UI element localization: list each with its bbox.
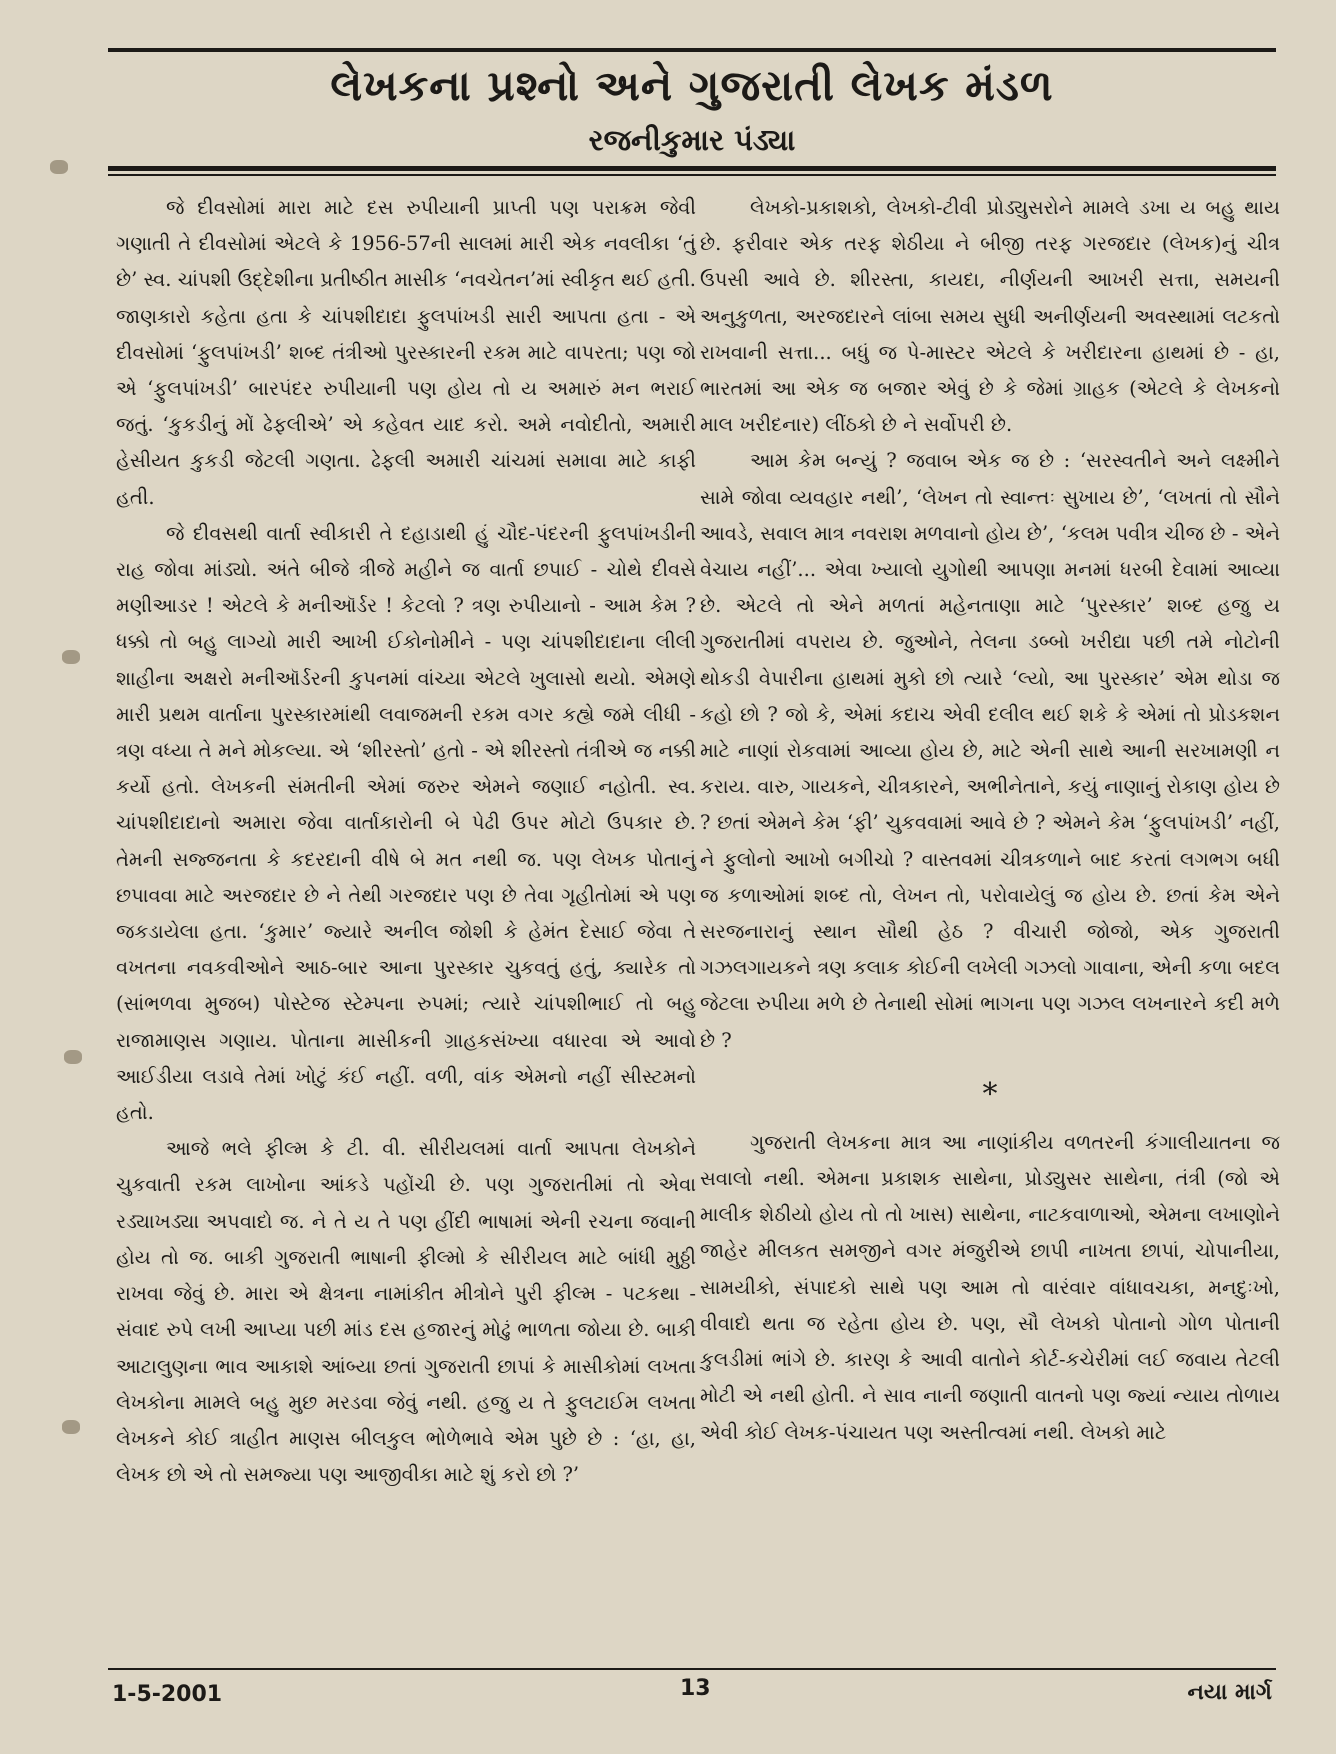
paragraph: લેખકો-પ્રકાશકો, લેખકો-ટીવી પ્રોડ્યુસરોને મામલે ડખા ય બહુ થાય છે. ફરીવાર એક તરફ શેઠીયા ને બીજી તરફ ગરજદાર (લેખક)નું ચીત્ર ઉપસી આવે છે. શીરસ્તા, કાયદા, નીર્ણયની આખરી સત્તા, સમયની અનુકુળતા, અરજદારને લાંબા સમય સુધી અનીર્ણયની અવસ્થામાં લટકતો રાખવાની સત્તા... બધું જ પે-માસ્ટર એટલે કે ખરીદારના હાથમાં છે - હા, ભારતમાં આ એક જ બજાર એવું છે કે જેમાં ગ્રાહક (એટલે કે લેખકનો માલ ખરીદનાર) લીંઠકો છે ને સર્વોપરી છે. — [700, 196, 1280, 437]
binding-mark — [62, 650, 80, 664]
binding-mark — [62, 1420, 80, 1434]
binding-mark — [50, 160, 68, 174]
section-divider: * — [982, 1076, 998, 1112]
issue-date: 1-5-2001 — [112, 1682, 223, 1707]
title-rule-thin — [108, 174, 1276, 176]
article-author: રજનીકુમાર પંડ્યા — [588, 123, 796, 157]
paragraph: આમ કેમ બન્યું ? જવાબ એક જ છે : ‘સરસ્વતીને અને લક્ષ્મીને સામે જોવા વ્યવહાર નથી’, ‘લેખન તો સ્વાન્તઃ સુખાય છે’, ‘લખતાં તો સૌને આવડે, સવાલ માત્ર નવરાશ મળવાનો હોય છે’, ‘કલમ પવીત્ર ચીજ છે - એને વેચાય નહીં’... એવા ખ્યાલો યુગોથી આપણા મનમાં ધરબી દેવામાં આવ્યા છે. એટલે તો એને મળતાં મહેનતાણા માટે ‘પુરસ્કાર’ શબ્દ હજુ ય ગુજરાતીમાં વપરાય છે. જુઓને, તેલના ડબ્બો ખરીદ્યા પછી તમે નોટોની થોકડી વેપારીના હાથમાં મુકો છો ત્યારે ‘લ્યો, આ પુરસ્કાર’ એમ થોડા જ કહો છો ? જો કે, એમાં કદાચ એવી દલીલ થઈ શકે કે એમાં તો પ્રોડકશન માટે નાણાં રોકવામાં આવ્યા હોય છે, માટે એની સાથે આની સરખામણી ન કરાય. વારુ, ગાયકને, ચીત્રકારને, અભીનેતાને, કયું નાણાનું રોકાણ હોય છે ? છતાં એમને કેમ ‘ફી’ ચુકવવામાં આવે છે ? એમને કેમ ‘ફુલપાંખડી’ નહીં, ને ફુલોનો આખો બગીચો ? વાસ્તવમાં ચીત્રકળાને બાદ કરતાં લગભગ બધી જ કળાઓમાં શબ્દ તો, લેખન તો, પરોવાયેલું જ હોય છે. છતાં કેમ એને સરજનારાનું સ્થાન સૌથી હેઠ ? વીચારી જોજો, એક ગુજરાતી ગઝલગાયકને ત્રણ કલાક કોઈની લખેલી ગઝલો ગાવાના, એની કળા બદલ જેટલા રુપીયા મળે છે તેનાથી સોમાં ભાગના પણ ગઝલ લખનારને કદી મળે છે ? — [700, 449, 1280, 1052]
page-number: 13 — [680, 1676, 711, 1701]
footer-rule — [108, 1668, 1276, 1670]
right-column — [700, 190, 1280, 1451]
paragraph: આજે ભલે ફીલ્મ કે ટી. વી. સીરીયલમાં વાર્તા આપતા લેખકોને ચુકવાતી રકમ લાખોના આંકડે પહોંચી છે. પણ ગુજરાતીમાં તો એવા રડ્યાખડ્યા અપવાદો જ. ને તે ય તે પણ હીંદી ભાષામાં એની રચના જવાની હોય તો જ. બાકી ગુજરાતી ભાષાની ફીલ્મો કે સીરીયલ માટે બાંધી મુઠ્ઠી રાખવા જેવું છે. મારા એ ક્ષેત્રના નામાંકીત મીત્રોને પુરી ફીલ્મ - પટકથા - સંવાદ રુપે લખી આપ્યા પછી માંડ દસ હજારનું મોઢું ભાળતા જોયા છે. બાકી આટાલુણના ભાવ આકાશે આંબ્યા છતાં ગુજરાતી છાપાં કે માસીકોમાં લખતા લેખકોના મામલે બહુ મુછ મરડવા જેવું નથી. હજુ ય તે ફુલટાઈમ લખતા લેખકને કોઈ ત્રાહીત માણસ બીલકુલ ભોળેભાવે એમ પુછે છે : ‘હા, હા, લેખક છો એ તો સમજ્યા પણ આજીવીકા માટે શું કરો છો ?’ — [116, 1137, 696, 1487]
header-rule — [108, 48, 1276, 52]
paragraph: જે દીવસોમાં મારા માટે દસ રુપીયાની પ્રાપ્તી પણ પરાક્રમ જેવી ગણાતી તે દીવસોમાં એટલે કે 1956-57ની સાલમાં મારી એક નવલીકા ‘તું છે’ સ્વ. ચાંપશી ઉદ્દેશીના પ્રતીષ્ઠીત માસીક ‘નવચેતન’માં સ્વીકૃત થઈ હતી. જાણકારો કહેતા હતા કે ચાંપશીદાદા ફુલપાંખડી સારી આપતા હતા - એ દીવસોમાં ‘ફુલપાંખડી’ શબ્દ તંત્રીઓ પુરસ્કારની રકમ માટે વાપરતા; પણ જો એ ‘ફુલપાંખડી’ બારપંદર રુપીયાની પણ હોય તો ય અમારું મન ભરાઈ જતું. ‘કુકડીનું મોં ઢેફલીએ’ એ કહેવત યાદ કરો. અમે નવોદીતો, અમારી હેસીયત કુકડી જેટલી ગણતા. ઢેફલી અમારી ચાંચમાં સમાવા માટે કાફી હતી. — [116, 196, 696, 509]
magazine-name: નયા માર્ગ — [1187, 1680, 1272, 1705]
article-title: લેખકના પ્રશ્નો અને ગુજરાતી લેખક મંડળ — [330, 61, 1054, 110]
title-rule-thick — [108, 166, 1276, 171]
left-column — [116, 190, 696, 1493]
binding-mark — [64, 1050, 82, 1064]
paragraph: જે દીવસથી વાર્તા સ્વીકારી તે દહાડાથી હું ચૌદ-પંદરની ફુલપાંખડીની રાહ જોવા માંડ્યો. અંતે બીજે ત્રીજે મહીને જ વાર્તા છપાઈ - ચોથે દીવસે મણીઆડર ! એટલે કે મનીઑર્ડર ! કેટલો ? ત્રણ રુપીયાનો - આમ કેમ ? ધક્કો તો બહુ લાગ્યો મારી આખી ઈકોનોમીને - પણ ચાંપશીદાદાના લીલી શાહીના અક્ષરો મનીઑર્ડરની કુપનમાં વાંચ્યા એટલે ખુલાસો થયો. એમણે મારી પ્રથમ વાર્તાના પુરસ્કારમાંથી લવાજમની રકમ વગર કહ્યે જમે લીધી - ત્રણ વધ્યા તે મને મોકલ્યા. એ ‘શીરસ્તો’ હતો - એ શીરસ્તો તંત્રીએ જ નક્કી કર્યો હતો. લેખકની સંમતીની એમાં જરુર એમને જણાઈ નહોતી. સ્વ. ચાંપશીદાદાનો અમારા જેવા વાર્તાકારોની બે પેઢી ઉપર મોટો ઉપકાર છે. તેમની સજ્જનતા કે કદરદાની વીષે બે મત નથી જ. પણ લેખક પોતાનું છપાવવા માટે અરજદાર છે ને તેથી ગરજદાર પણ છે તેવા ગૃહીતોમાં એ પણ જકડાયેલા હતા. ‘કુમાર’ જ્યારે અનીલ જોશી કે હેમંત દેસાઈ જેવા તે વખતના નવકવીઓને આઠ-બાર આના પુરસ્કાર ચુકવતું હતું, ક્યારેક તો (સાંભળવા મુજબ) પોસ્ટેજ સ્ટેમ્પના રુપમાં; ત્યારે ચાંપશીભાઈ તો બહુ રાજામાણસ ગણાય. પોતાના માસીકની ગ્રાહકસંખ્યા વધારવા એ આવો આઈડીયા લડાવે તેમાં ખોટું કંઈ નહીં. વળી, વાંક એમનો નહીં સીસ્ટમનો હતો. — [116, 521, 696, 1125]
paragraph: ગુજરાતી લેખકના માત્ર આ નાણાંકીય વળતરની કંગાલીયાતના જ સવાલો નથી. એમના પ્રકાશક સાથેના, પ્રોડ્યુસર સાથેના, તંત્રી (જો એ માલીક શેઠીયો હોય તો તો ખાસ) સાથેના, નાટકવાળાઓ, એમના લખાણોને જાહેર મીલકત સમજીને વગર મંજુરીએ છાપી નાખતા છાપાં, ચોપાનીયા, સામયીકો, સંપાદકો સાથે પણ આમ તો વારંવાર વાંધાવચકા, મનદુઃખો, વીવાદો થતા જ રહેતા હોય છે. પણ, સૌ લેખકો પોતાનો ગોળ પોતાની કુલડીમાં ભાંગે છે. કારણ કે આવી વાતોને કોર્ટ-કચેરીમાં લઈ જવાય તેટલી મોટી એ નથી હોતી. ને સાવ નાની જણાતી વાતનો પણ જ્યાં ન્યાય તોળાય એવી કોઈ લેખક-પંચાયત પણ અસ્તીત્વમાં નથી. લેખકો માટે — [700, 1130, 1280, 1444]
